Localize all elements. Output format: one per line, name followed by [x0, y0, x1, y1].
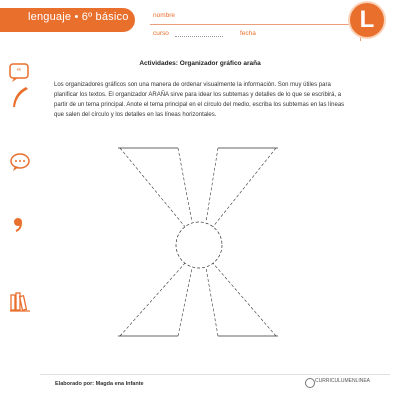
main-topic-circle[interactable] [176, 222, 222, 268]
subject-title: lenguaje • 6º básico [28, 11, 129, 23]
name-label: nombre [153, 12, 176, 19]
brand-name: CURRICULUMENLINEA [315, 378, 371, 384]
subtopic-line-upper-right-a[interactable] [206, 148, 218, 222]
subtopic-line-upper-left-a[interactable] [178, 148, 192, 222]
date-label: fecha [240, 30, 256, 37]
subtopic-line-lower-right-a[interactable] [206, 268, 218, 336]
subtopic-line-lower-left-a[interactable] [178, 268, 192, 336]
footer-divider [40, 374, 390, 375]
course-label: curso [153, 30, 169, 37]
activity-title: Actividades: Organizador gráfico araña [139, 60, 261, 67]
subtopic-line-upper-right-b[interactable] [212, 148, 276, 228]
subtopic-line-upper-left-b[interactable] [120, 148, 186, 228]
author-credit: Elaborado por: Magda ena Infante [55, 381, 144, 387]
logo-letter: L [359, 6, 375, 33]
svg-text:“: “ [16, 67, 22, 78]
subtopic-line-lower-right-b[interactable] [212, 262, 276, 336]
brand-logo-icon [305, 378, 315, 388]
subtopic-line-lower-left-b[interactable] [120, 262, 186, 336]
instructions-paragraph: Los organizadores gráficos son una manera de ordenar visualmente la información. Son muy útiles para planificar los textos. El organizador ARAÑA sirve para idear los subtemas y detalles de lo que se escribirá, a partir de un tema principal. Anote el tema principal en el círculo del medio, escriba los subtemas en las líneas que salen del círculo y los detalles en las líneas horizontales. [54, 82, 345, 118]
